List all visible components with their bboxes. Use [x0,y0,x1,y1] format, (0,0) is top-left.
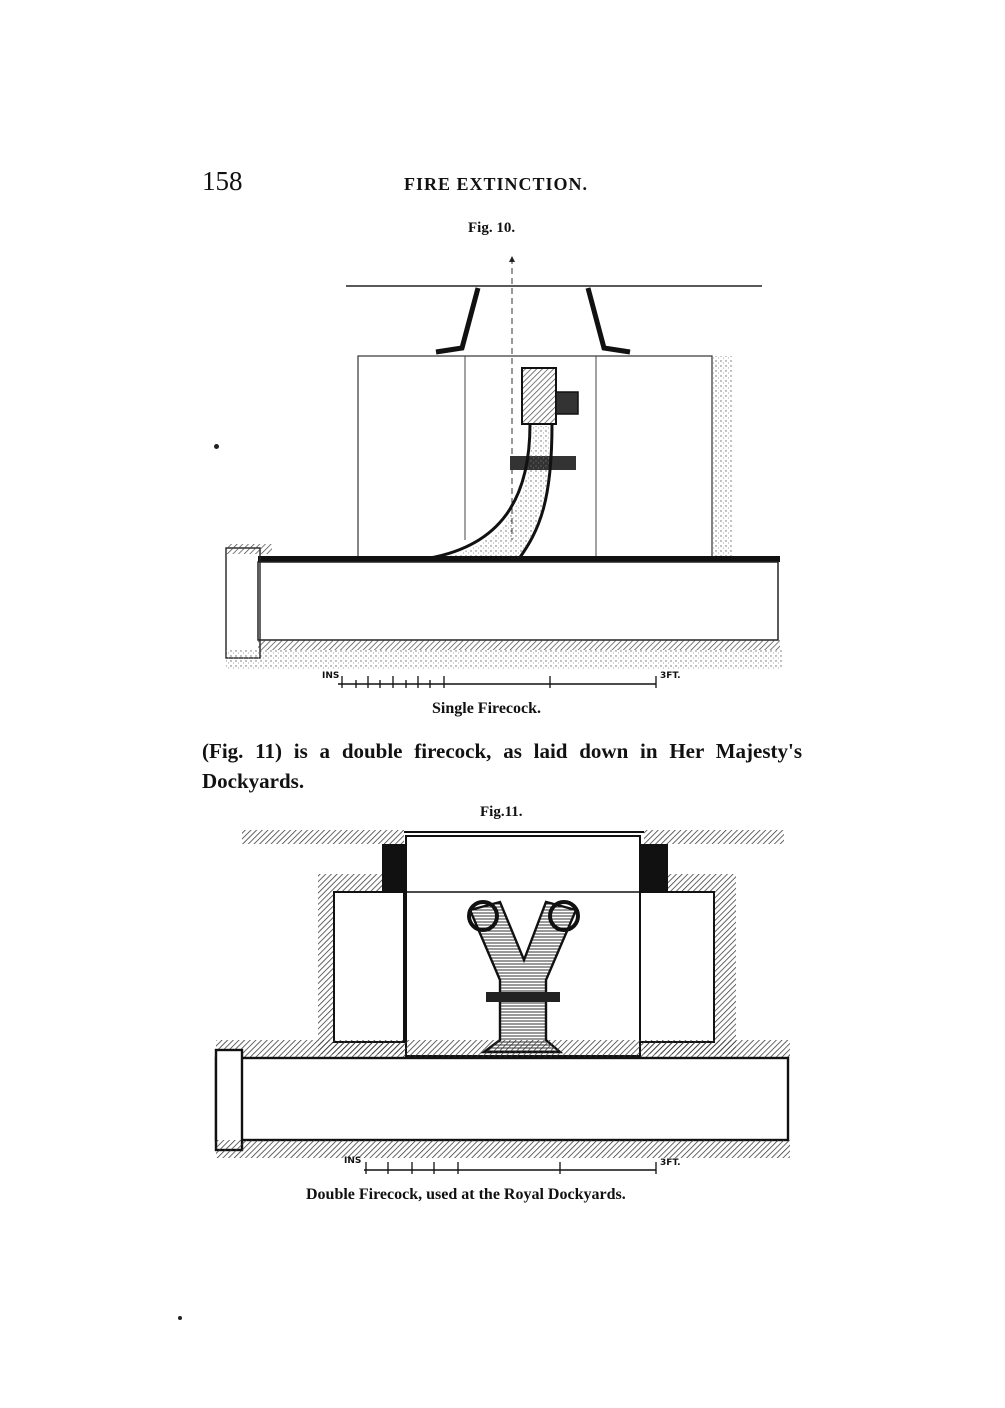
speck-mark [178,1316,182,1320]
figure-10-caption: Single Firecock. [432,700,542,717]
figure-10-scale-left: INS [322,671,340,681]
figure-10-label: Fig. 10. [468,220,516,236]
figure-11-label: Fig.11. [480,804,523,820]
figure-10-scale-right: 3FT. [660,671,681,681]
figure-11-drawing [0,820,1005,1220]
figure-11-scale-left: INS [344,1156,362,1166]
speck-mark [214,444,219,449]
page-number: 158 [202,166,243,196]
figure-11-caption: Double Firecock, used at the Royal Dockyards. [306,1186,626,1203]
body-paragraph: (Fig. 11) is a double firecock, as laid down in Her Majesty's Dockyards. [202,739,802,793]
figure-11-scale-right: 3FT. [660,1158,681,1168]
running-title: FIRE EXTINCTION. [404,174,589,194]
